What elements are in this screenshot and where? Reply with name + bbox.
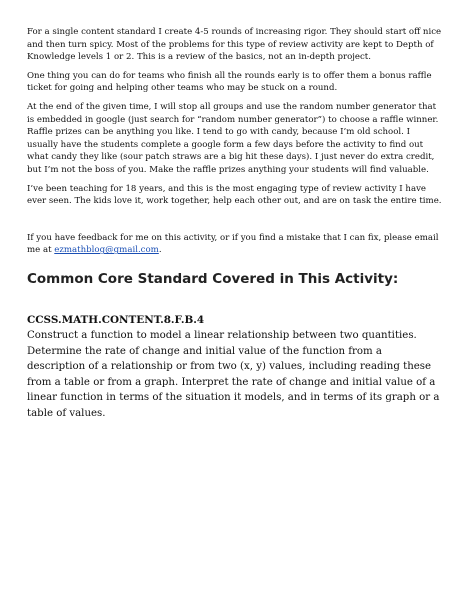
feedback-text: If you have feedback for me on this activity, or if you find a mistake that I can fix, please email me at xyxy=(27,232,439,256)
feedback-suffix: . xyxy=(158,245,162,256)
standard-description: Construct a function to model a linear relationship between two quantities. Determine the rate of change and initial value of the function from a description of a relationship or from two (x, y) values, including reading these from a table or from a graph. Interpret the rate of change and initial value of a linear function in terms of the situation it models, and in terms of its graph or a table of values. xyxy=(27,329,440,419)
email-link[interactable]: ezmathblog@gmail.com xyxy=(54,245,159,256)
paragraph-rounds: For a single content standard I create 4-5 rounds of increasing rigor. They should start off nice and then turn spicy. Most of the problems for this type of review activity are kept to Depth of Knowledge levels 1 or 2. This is a review of the basics, not an in-depth project. xyxy=(27,27,442,63)
document-page xyxy=(27,26,443,421)
paragraph-raffle: At the end of the given time, I will stop all groups and use the random number generator that is embedded in google (just search for “random number generator”) to choose a raffle winner. Raffle prizes can be anything you like. I tend to go with candy, because I’m old school. I usually have the students complete a google form a few days before the activity to find out what candy they like (sour patch straws are a big hit these days). I just never do extra credit, but I’m not the boss of you. Make the raffle prizes anything your students will find valuable. xyxy=(27,101,439,175)
feedback-paragraph xyxy=(27,232,443,257)
paragraph-experience: I’ve been teaching for 18 years, and this is the most engaging type of review activity I have ever seen. The kids love it, work together, help each other out, and are on task the entire time. xyxy=(27,183,442,207)
standard-code: CCSS.MATH.CONTENT.8.F.B.4 xyxy=(27,313,205,326)
standard-block xyxy=(27,313,443,422)
section-heading: Common Core Standard Covered in This Activity: xyxy=(27,270,399,287)
paragraph-bonus-ticket: One thing you can do for teams who finish all the rounds early is to offer them a bonus raffle ticket for going and helping other teams who may be stuck on a round. xyxy=(27,70,432,94)
spacer xyxy=(27,214,443,232)
